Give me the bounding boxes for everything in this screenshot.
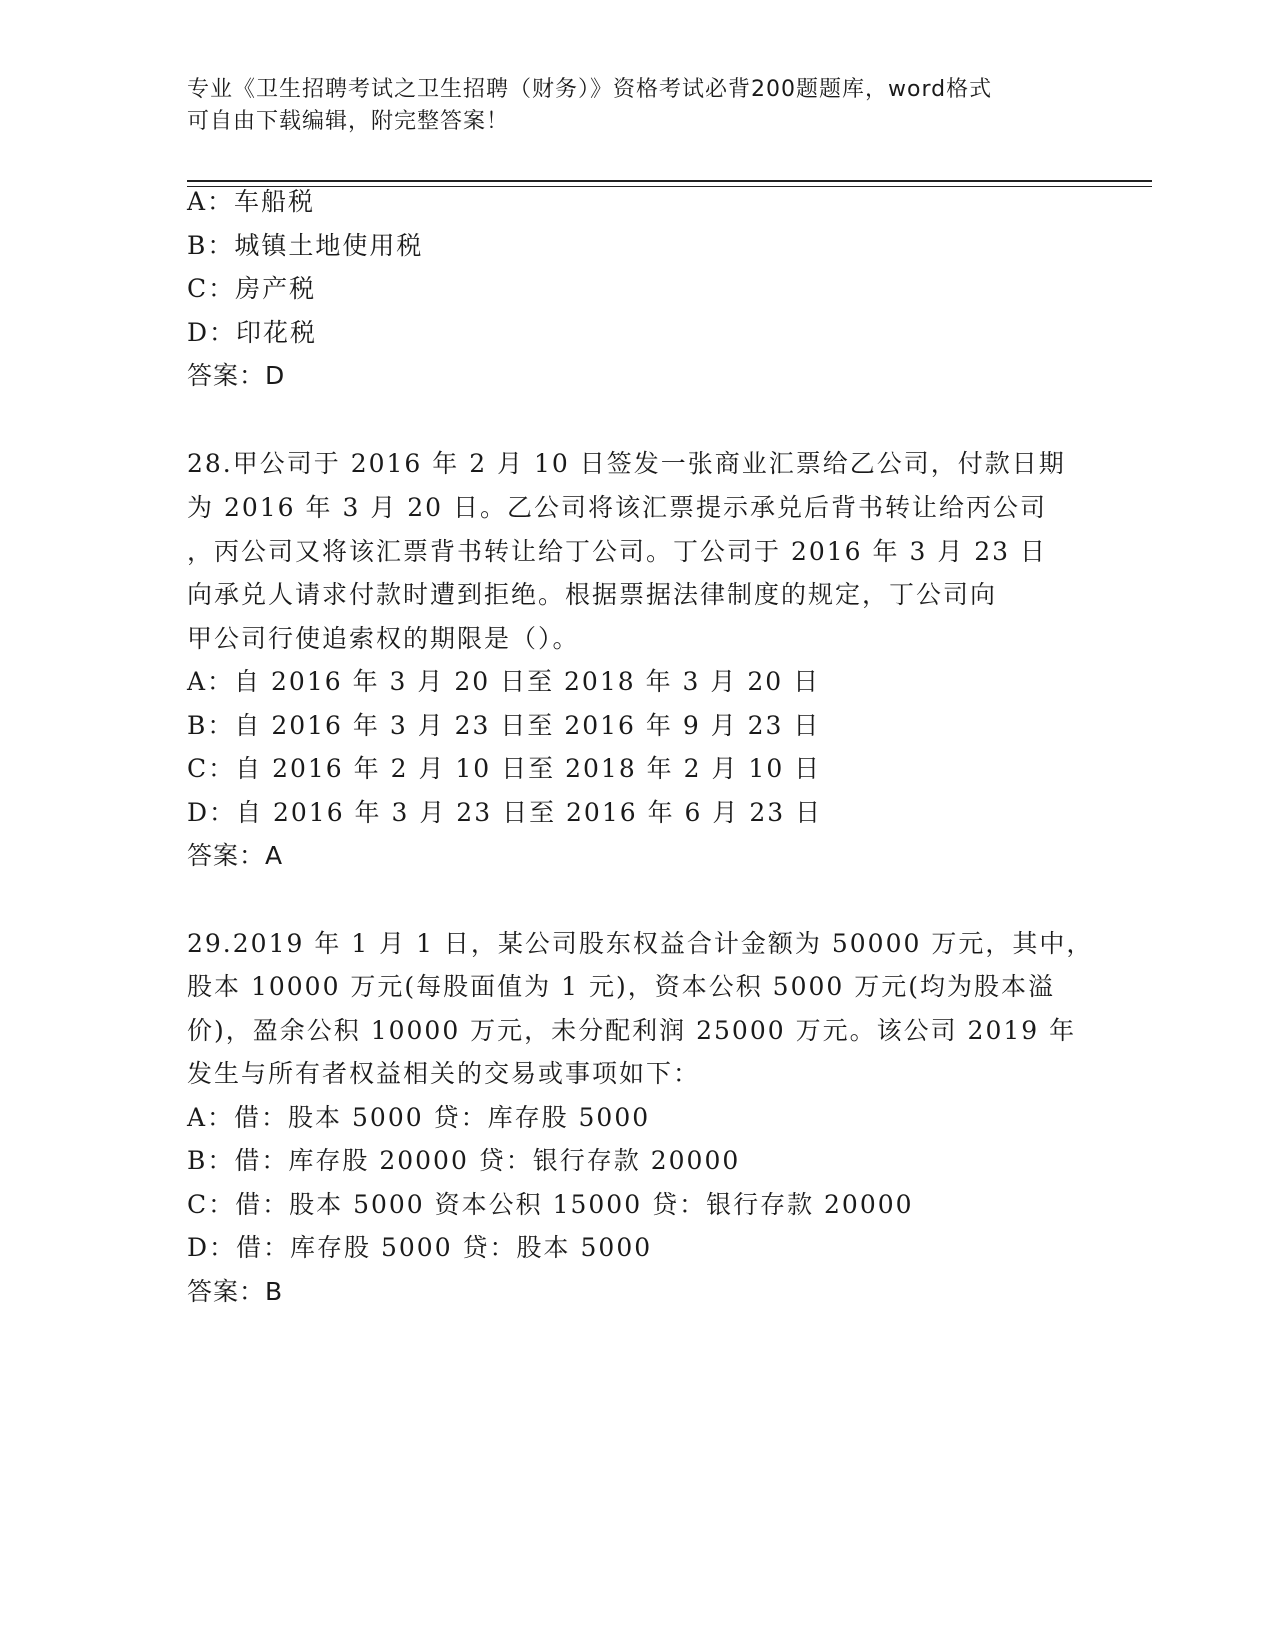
header-divider-thin <box>187 186 1152 187</box>
header-line-1: 专业《卫生招聘考试之卫生招聘（财务）》资格考试必背200题题库，word格式 <box>187 77 993 102</box>
q29-stem-line-2: 股本 10000 万元(每股面值为 1 元)，资本公积 5000 万元(均为股本溢 <box>187 972 1056 1001</box>
q28-stem-line-1: 28.甲公司于 2016 年 2 月 10 日签发一张商业汇票给乙公司，付款日期 <box>187 449 1066 478</box>
document-header <box>187 74 1067 138</box>
q29-stem-line-4: 发生与所有者权益相关的交易或事项如下： <box>187 1059 701 1088</box>
q28-answer: 答案：A <box>187 841 284 870</box>
q28-stem-line-4: 向承兑人请求付款时遭到拒绝。根据票据法律制度的规定，丁公司向 <box>187 580 998 609</box>
q29-option-b: B：借：库存股 20000 贷：银行存款 20000 <box>187 1146 741 1175</box>
header-divider-thick <box>187 180 1152 182</box>
q27-option-c: C：房产税 <box>187 274 317 303</box>
q29-option-d: D：借：库存股 5000 贷：股本 5000 <box>187 1233 653 1262</box>
q27-option-a: A：车船税 <box>187 187 316 216</box>
q29-stem-line-1: 29.2019 年 1 月 1 日，某公司股东权益合计金额为 50000 万元，其中， <box>187 929 1094 958</box>
q29-option-c: C：借：股本 5000 资本公积 15000 贷：银行存款 20000 <box>187 1190 914 1219</box>
q28-option-d: D：自 2016 年 3 月 23 日至 2016 年 6 月 23 日 <box>187 798 823 827</box>
q28-stem-line-3: ，丙公司又将该汇票背书转让给丁公司。丁公司于 2016 年 3 月 23 日 <box>187 537 1048 566</box>
q28-option-b: B：自 2016 年 3 月 23 日至 2016 年 9 月 23 日 <box>187 711 821 740</box>
q27-option-b: B：城镇土地使用税 <box>187 231 424 260</box>
q29-stem-line-3: 价)，盈余公积 10000 万元，未分配利润 25000 万元。该公司 2019 年 <box>187 1016 1077 1045</box>
q28-stem-line-5: 甲公司行使追索权的期限是（）。 <box>187 624 580 653</box>
q27-option-d: D：印花税 <box>187 318 318 347</box>
q27-answer: 答案：D <box>187 361 286 390</box>
q28-option-a: A：自 2016 年 3 月 20 日至 2018 年 3 月 20 日 <box>187 667 821 696</box>
q29-option-a: A：借：股本 5000 贷：库存股 5000 <box>187 1103 651 1132</box>
q29-answer: 答案：B <box>187 1277 284 1306</box>
q28-stem-line-2: 为 2016 年 3 月 20 日。乙公司将该汇票提示承兑后背书转让给丙公司 <box>187 493 1048 522</box>
q28-option-c: C：自 2016 年 2 月 10 日至 2018 年 2 月 10 日 <box>187 754 822 783</box>
header-line-2: 可自由下载编辑，附完整答案！ <box>187 109 510 134</box>
